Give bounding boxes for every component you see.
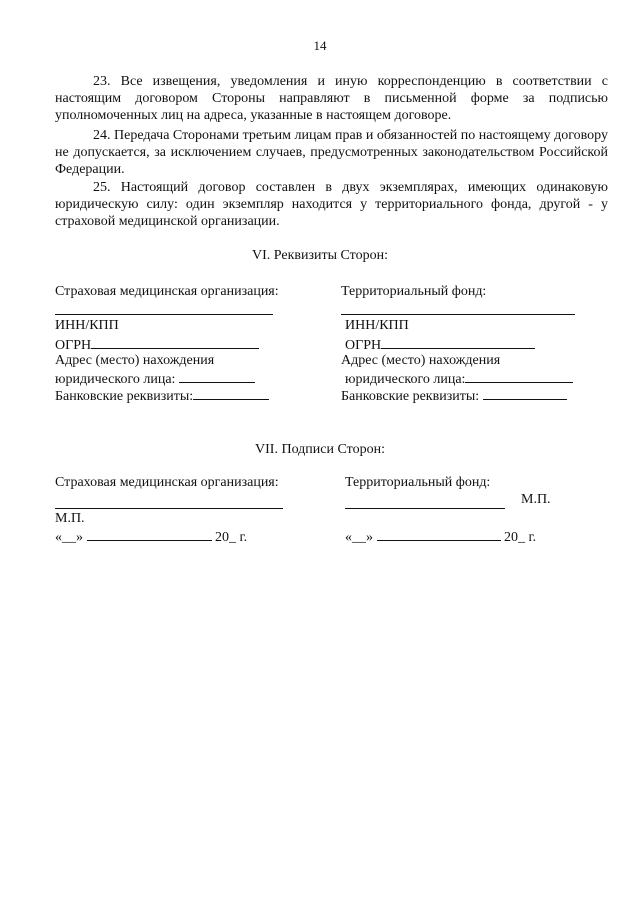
- requisites-left-ogrn-blank: [91, 335, 259, 349]
- signatures-left-party: Страховая медицинская организация:: [55, 475, 279, 490]
- signatures-left-signature-line: [55, 508, 283, 509]
- clause-23-text: 23. Все извещения, уведомления и иную корреспонденцию в соответствии с настоящим договором Стороны направляют в письменной форме за подписью уполномоченных лиц на адреса, указанные в настоящем договоре.: [55, 74, 608, 123]
- signatures-right-party: Территориальный фонд:: [345, 475, 491, 490]
- signatures-right-date-open: «__»: [345, 530, 373, 545]
- requisites-right-address2-label: юридического лица:: [345, 372, 466, 387]
- requisites-right-bank-row: [341, 386, 567, 405]
- requisites-right-inn: ИНН/КПП: [345, 318, 409, 333]
- requisites-right-ogrn-blank: [381, 335, 535, 349]
- signatures-right-stamp: М.П.: [521, 492, 551, 507]
- requisites-right-address1: Адрес (место) нахождения: [341, 353, 501, 368]
- requisites-right-bank-blank: [483, 386, 567, 400]
- clause-25-text: 25. Настоящий договор составлен в двух экземплярах, имеющих одинаковую юридическую силу: один экземпляр находится у территориального фонда, другой - у страховой медицинской организации.: [55, 180, 608, 229]
- requisites-left-party: Страховая медицинская организация:: [55, 284, 279, 299]
- section-7-title: VII. Подписи Сторон:: [255, 442, 385, 457]
- page-number: 14: [313, 38, 327, 53]
- section-6-title: VI. Реквизиты Сторон:: [251, 248, 388, 263]
- signatures-left-date-open: «__»: [55, 530, 83, 545]
- requisites-right-party: Территориальный фонд:: [341, 284, 487, 299]
- signatures-left-stamp: М.П.: [55, 511, 85, 526]
- signatures-right-year: 20_ г.: [504, 530, 537, 545]
- requisites-right-bank-label: Банковские реквизиты:: [341, 389, 480, 404]
- signatures-right-date-row: [345, 527, 536, 546]
- requisites-left-address2-label: юридического лица:: [55, 372, 176, 387]
- requisites-left-inn: ИНН/КПП: [55, 318, 119, 333]
- requisites-right-address-blank: [465, 369, 573, 383]
- clause-24: [55, 127, 608, 178]
- requisites-left-name-line: [55, 314, 273, 315]
- clause-23: [55, 73, 608, 124]
- signatures-left-year: 20_ г.: [215, 530, 248, 545]
- requisites-left-bank-blank: [193, 386, 269, 400]
- signatures-right-signature-line: [345, 508, 505, 509]
- requisites-right-name-line: [341, 314, 575, 315]
- signatures-left-date-row: [55, 527, 247, 546]
- requisites-left-bank-label: Банковские реквизиты:: [55, 389, 194, 404]
- requisites-left-address1: Адрес (место) нахождения: [55, 353, 215, 368]
- clause-25: [55, 179, 608, 230]
- signatures-left-date-blank: [87, 527, 212, 541]
- signatures-right-date-blank: [377, 527, 501, 541]
- requisites-left-address-blank: [179, 369, 255, 383]
- requisites-left-bank-row: [55, 386, 269, 405]
- requisites-right-ogrn-label: ОГРН: [345, 338, 382, 353]
- requisites-left-ogrn-label: ОГРН: [55, 338, 92, 353]
- clause-24-text: 24. Передача Сторонами третьим лицам прав и обязанностей по настоящему договору не допускается, за исключением случаев, предусмотренных законодательством Российской Федерации.: [55, 128, 608, 177]
